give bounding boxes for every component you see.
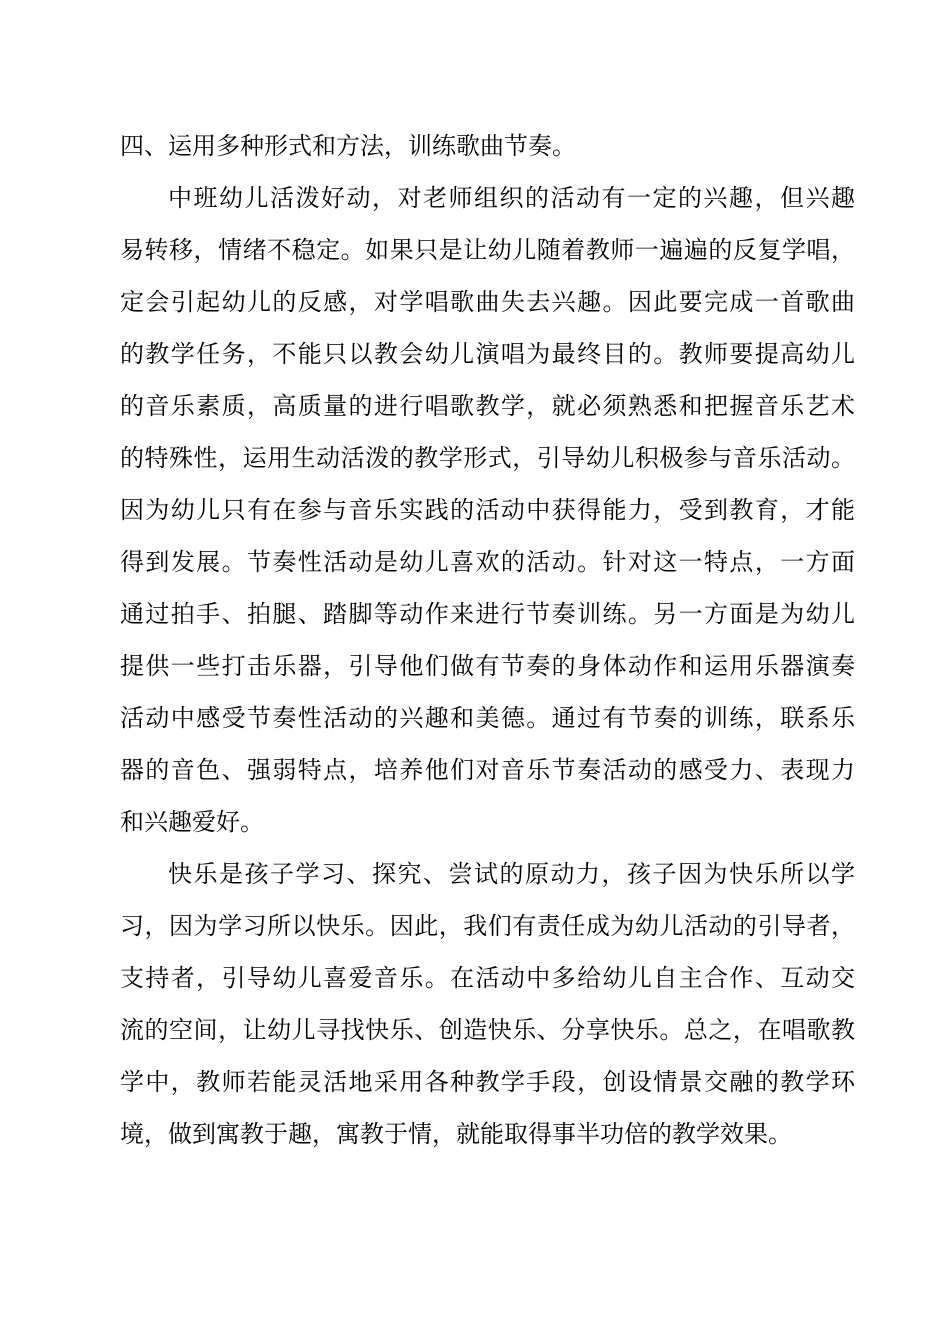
paragraph-line: 活动中感受节奏性活动的兴趣和美德。通过有节奏的训练，联系乐	[120, 704, 855, 732]
paragraph-line: 得到发展。节奏性活动是幼儿喜欢的活动。针对这一特点，一方面	[120, 548, 855, 576]
paragraph-line: 境，做到寓教于趣，寓教于情，就能取得事半功倍的教学效果。	[120, 1120, 792, 1148]
paragraph-line: 快乐是孩子学习、探究、尝试的原动力，孩子因为快乐所以学	[168, 860, 855, 888]
paragraph-line: 支持者，引导幼儿喜爱音乐。在活动中多给幼儿自主合作、互动交	[120, 964, 855, 992]
paragraph-line: 中班幼儿活泼好动，对老师组织的活动有一定的兴趣，但兴趣	[168, 184, 855, 212]
section-heading: 四、运用多种形式和方法，训练歌曲节奏。	[120, 132, 576, 160]
paragraph-line: 的音乐素质，高质量的进行唱歌教学，就必须熟悉和把握音乐艺术	[120, 392, 855, 420]
paragraph-line: 提供一些打击乐器，引导他们做有节奏的身体动作和运用乐器演奏	[120, 652, 855, 680]
paragraph-line: 因为幼儿只有在参与音乐实践的活动中获得能力，受到教育，才能	[120, 496, 855, 524]
document-page	[120, 120, 855, 1160]
paragraph-line: 通过拍手、拍腿、踏脚等动作来进行节奏训练。另一方面是为幼儿	[120, 600, 855, 628]
paragraph-line: 的教学任务，不能只以教会幼儿演唱为最终目的。教师要提高幼儿	[120, 340, 855, 368]
paragraph-line: 习，因为学习所以快乐。因此，我们有责任成为幼儿活动的引导者，	[120, 912, 855, 940]
paragraph-1	[120, 172, 855, 848]
paragraph-line: 流的空间，让幼儿寻找快乐、创造快乐、分享快乐。总之，在唱歌教	[120, 1016, 855, 1044]
paragraph-2	[120, 848, 855, 1160]
paragraph-line: 的特殊性，运用生动活泼的教学形式，引导幼儿积极参与音乐活动。	[120, 444, 855, 472]
paragraph-line: 器的音色、强弱特点，培养他们对音乐节奏活动的感受力、表现力	[120, 756, 855, 784]
paragraph-line: 易转移，情绪不稳定。如果只是让幼儿随着教师一遍遍的反复学唱，	[120, 236, 855, 264]
paragraph-line: 学中，教师若能灵活地采用各种教学手段，创设情景交融的教学环	[120, 1068, 855, 1096]
paragraph-line: 和兴趣爱好。	[120, 808, 264, 836]
paragraph-line: 定会引起幼儿的反感，对学唱歌曲失去兴趣。因此要完成一首歌曲	[120, 288, 855, 316]
